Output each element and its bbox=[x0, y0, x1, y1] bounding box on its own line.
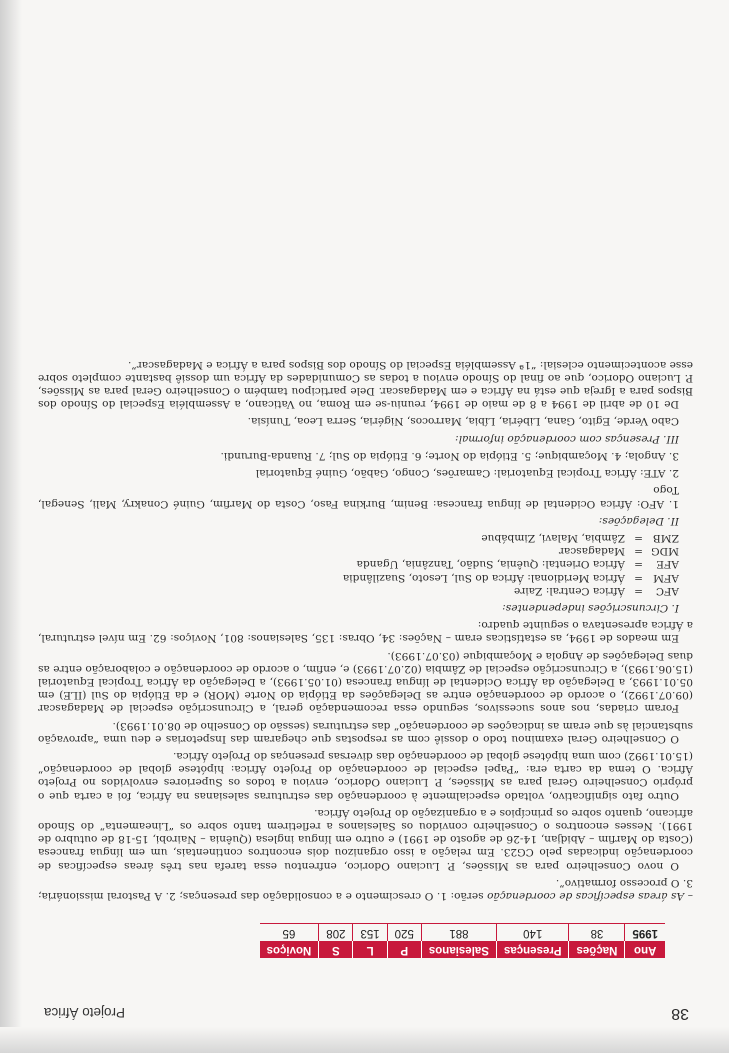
list-item bbox=[38, 531, 693, 544]
col-presencas: Presenças bbox=[496, 941, 569, 958]
circ-code: AFE bbox=[656, 558, 679, 571]
col-s: S bbox=[319, 941, 353, 958]
cell-nacoes: 38 bbox=[569, 923, 625, 941]
circ-eq: = bbox=[634, 545, 643, 558]
list-item: 2. ATE: África Tropical Equatorial: Camarões, Congo, Gabão, Guiné Equatorial bbox=[255, 467, 679, 480]
paragraph-statistics-1994: Em meados de 1994, as estatísticas eram – Nações: 34, Obras: 135, Salesianos: 801, Noviços: 62. Em nível estrutural, a África apresentava o seguinte quadro: bbox=[38, 619, 693, 645]
list-item: 1. AFO: África Ocidental de língua francesa: Benim, Burkina Faso, Costa do Marfim, Guiné Conakry, Mali, Senegal, Togo bbox=[38, 484, 679, 510]
circ-code: ZMB bbox=[653, 531, 679, 544]
table-row bbox=[260, 923, 665, 941]
cell-ano: 1995 bbox=[625, 923, 665, 941]
coordination-areas-label: – As áreas específicas de coordenação bbox=[487, 890, 693, 902]
cell-l: 153 bbox=[353, 923, 387, 941]
col-novicos: Noviços bbox=[260, 941, 319, 958]
circ-desc: Madagascar bbox=[558, 545, 625, 558]
paragraph-new-councillor: O novo Conselheiro para as Missões, P. Luciano Odorico, enfrentou essa tarefa nas três áreas específicas de coordenação indicadas pelo CG23. Em relação a isso organizou dois encontros continentais, um em língua francesa (Costa do Marfim – Abidjan, 14-26 de agosto de 1991) e outro em língua inglesa (Quênia – Nairobi, 15-18 de outubro de 1991). Nesses encontros o Conselheiro convidou os Salesianos a refletirem tanto sobre os “Lineamenta” do Sínodo africano, quanto sobre os princípios e a organização do Projeto África. bbox=[38, 806, 693, 872]
page-edge-shadow bbox=[0, 0, 22, 1053]
list-item bbox=[38, 557, 693, 570]
circ-code: MDG bbox=[651, 545, 679, 558]
table-header-row bbox=[260, 941, 665, 958]
section-independent-circumscriptions bbox=[38, 531, 693, 614]
rotated-page-content bbox=[38, 60, 693, 1020]
coordination-areas-text: serão: 1. O crescimento e a consolidação das presenças; 2. A Pastoral missionária; 3. O processo formativo”. bbox=[38, 876, 693, 902]
circ-desc: África Central: Zaire bbox=[513, 584, 625, 597]
cell-presencas: 140 bbox=[496, 923, 569, 941]
list-item bbox=[38, 570, 693, 583]
section-title: I. Circunscrições independentes: bbox=[502, 601, 679, 614]
cell-novicos: 65 bbox=[260, 923, 319, 941]
col-salesianos: Salesianos bbox=[421, 941, 496, 958]
circ-desc: Zâmbia, Malavi, Zimbábue bbox=[481, 531, 625, 544]
section-delegations bbox=[38, 449, 693, 527]
circ-eq: = bbox=[634, 571, 643, 584]
circ-eq: = bbox=[634, 558, 643, 571]
col-l: L bbox=[353, 941, 387, 958]
section-title: III. Presenças com coordenação informal: bbox=[455, 432, 679, 445]
page-bottom-shadow bbox=[0, 1027, 729, 1053]
paragraph-coordination-areas bbox=[38, 876, 693, 902]
list-item: Cabo Verde, Egito, Gana, Libéria, Líbia, Marrocos, Nigéria, Serra Leoa, Tunísia. bbox=[247, 415, 679, 428]
circ-code: AFM bbox=[653, 571, 679, 584]
circ-desc: África Oriental: Quênia, Sudão, Tanzânia, Uganda bbox=[356, 558, 625, 571]
col-nacoes: Nações bbox=[569, 941, 625, 958]
paragraph-letter: Outro fato significativo, voltado especialmente à coordenação das estruturas salesianas na África, foi a carta que o próprio Conselheiro Geral para as Missões, P. Luciano Odorico, enviou a todos os Superiores envolvidos no Projeto África. O tema da carta era: “Papel especial de coordenação do Projeto África: hipótese global de coordenação” (15.01.1992) com uma hipótese global de coordenação das diversas presenças do Projeto África. bbox=[38, 749, 693, 802]
circ-code: AFC bbox=[655, 584, 679, 597]
paragraph-circumscriptions-created: Foram criadas, nos anos sucessivos, segundo essa recomendação geral, a Circunscrição especial de Madagascar (09.07.1992), o acordo de coordenação entre as Delegações da Etiópia do Norte (MOR) e da Etiópia do Sul (ILE) em 05.01.1993, a Delegação da África Ocidental de língua francesa (01.05.1993), a Delegação da África Tropical Equatorial (15.06.1993), a Circunscrição especial de Zâmbia (02.07.1993) e, enfim, o acordo de coordenação e colaboração entre as duas Delegações de Angola e Moçambique (03.07.1993). bbox=[38, 649, 693, 715]
section-informal-presences bbox=[38, 414, 693, 444]
list-item bbox=[38, 584, 693, 597]
circ-eq: = bbox=[634, 584, 643, 597]
page-number: 38 bbox=[671, 1005, 689, 1022]
paragraph-synod: De 10 de abril de 1994 a 8 de maio de 1994, reuniu-se em Roma, no Vaticano, a Assembléia Especial do Sínodo dos Bispos para a Igreja que está na África e em Madagascar. Dele participou também o Conselheiro Geral para as Missões, P. Luciano Odorico, que ao final do Sínodo enviou a todas as Comunidades da África um dossiê bastante completo sobre esse acontecimento eclesial: “1ª Assembléia Especial do Sínodo dos Bispos para a África e Madagascar”. bbox=[38, 358, 693, 411]
paragraph-dossier: O Conselheiro Geral examinou todo o dossiê com as respostas que chegaram das Inspetorias e deu uma “aprovação substancial às que eram as indicações de coordenação” das estruturas (sessão do Conselho de 08.01.1993). bbox=[38, 719, 693, 745]
cell-salesianos: 881 bbox=[421, 923, 496, 941]
cell-s: 208 bbox=[319, 923, 353, 941]
col-ano: Ano bbox=[625, 941, 665, 958]
page-header bbox=[38, 1000, 693, 1020]
list-item: 3. Angola; 4. Moçambique; 5. Etiópia do Norte; 6. Etiópia do Sul; 7. Ruanda-Burundi. bbox=[220, 449, 679, 462]
circ-desc: África Meridional: África do Sul, Lesoto, Suazilândia bbox=[342, 571, 625, 584]
section-title: II. Delegações: bbox=[598, 514, 679, 527]
cell-p: 520 bbox=[387, 923, 421, 941]
running-title: Projeto África bbox=[44, 1005, 126, 1020]
col-p: P bbox=[387, 941, 421, 958]
statistics-table bbox=[260, 923, 665, 958]
circ-eq: = bbox=[634, 531, 643, 544]
list-item bbox=[38, 544, 693, 557]
body-text bbox=[38, 353, 693, 902]
